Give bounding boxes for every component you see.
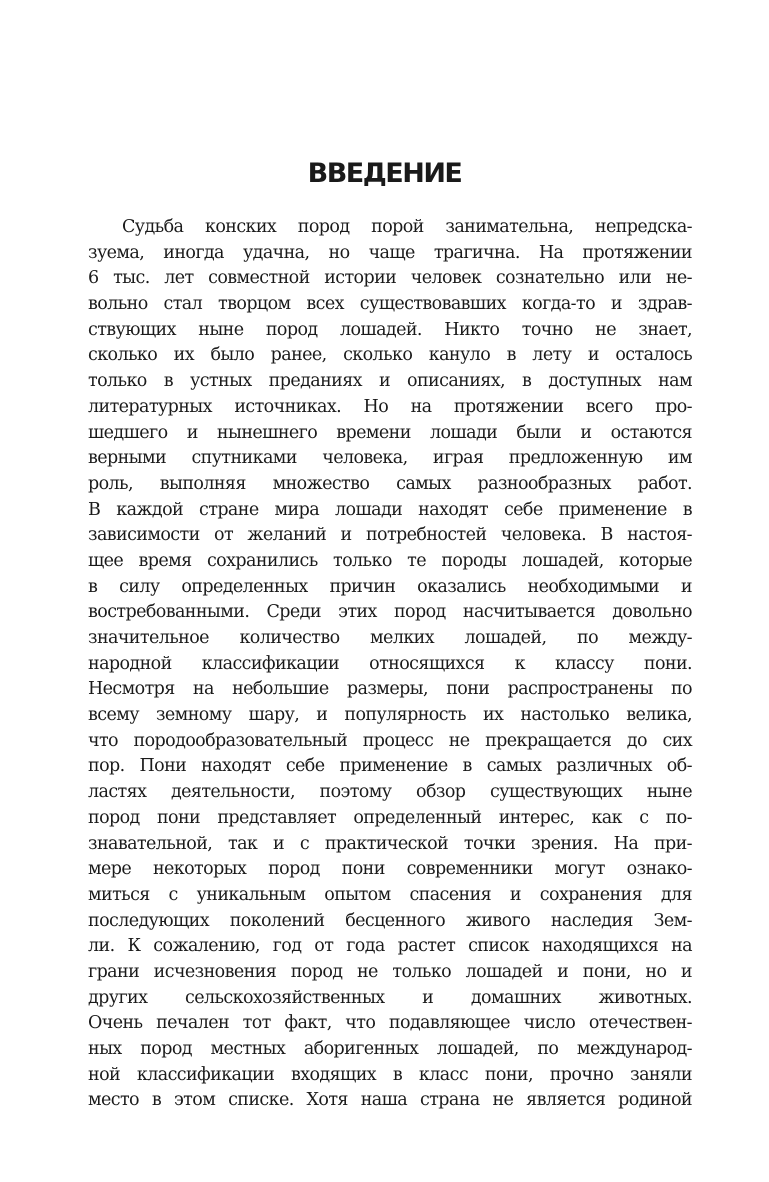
text-line: последующих поколений бесценного живого наследия Зем- xyxy=(88,910,692,931)
text-line: ластях деятельности, поэтому обзор существующих ныне xyxy=(88,782,692,803)
text-line: только в устных преданиях и описаниях, в доступных нам xyxy=(88,371,692,392)
text-line: вольно стал творцом всех существовавших когда-то и здрав- xyxy=(88,294,692,315)
chapter-heading: ВВЕДЕНИЕ xyxy=(307,158,462,189)
text-line: ствующих ныне пород лошадей. Никто точно не знает, xyxy=(88,319,692,340)
text-line: Очень печален тот факт, что подавляющее число отечествен- xyxy=(88,1013,692,1034)
text-line: В каждой стране мира лошади находят себе применение в xyxy=(88,499,692,520)
text-line: востребованными. Среди этих пород насчитывается довольно xyxy=(88,602,692,623)
text-line: Судьба конских пород порой занимательна, непредска- xyxy=(122,217,692,237)
text-line: знавательной, так и с практической точки зрения. На при- xyxy=(88,833,692,854)
text-line: сколько их было ранее, сколько кануло в лету и осталось xyxy=(88,345,692,366)
text-line: щее время сохранились только те породы лошадей, которые xyxy=(88,550,692,571)
text-line: пород пони представляет определенный интерес, как с по- xyxy=(88,807,692,828)
text-line: ных пород местных аборигенных лошадей, по международ- xyxy=(88,1039,692,1059)
text-line: мере некоторых пород пони современники могут ознако- xyxy=(88,859,692,880)
text-line: грани исчезновения пород не только лошадей и пони, но и xyxy=(88,961,692,982)
text-line: 6 тыс. лет совместной истории человек сознательно или не- xyxy=(88,268,692,289)
text-line: других сельскохозяйственных и домашних животных. xyxy=(88,987,692,1008)
text-line: ной классификации входящих в класс пони, прочно заняли xyxy=(88,1064,692,1085)
text-line: ли. К сожалению, год от года растет список находящихся на xyxy=(88,936,692,957)
text-line: пор. Пони находят себе применение в самых различных об- xyxy=(88,756,692,777)
body-paragraph xyxy=(88,215,692,1114)
text-line: место в этом списке. Хотя наша страна не является родиной xyxy=(88,1090,692,1111)
text-line: значительное количество мелких лошадей, по между- xyxy=(88,628,692,648)
text-line: Несмотря на небольшие размеры, пони распространены по xyxy=(88,679,692,700)
text-line: что породообразовательный процесс не прекращается до сих xyxy=(88,730,692,751)
text-line: зуема, иногда удачна, но чаще трагична. На протяжении xyxy=(88,242,692,263)
text-line: шедшего и нынешнего времени лошади были и остаются xyxy=(88,422,692,443)
text-line: миться с уникальным опытом спасения и сохранения для xyxy=(88,884,692,905)
text-line: верными спутниками человека, играя предложенную им xyxy=(88,448,692,469)
text-line: литературных источниках. Но на протяжении всего про- xyxy=(88,396,692,417)
text-line: зависимости от желаний и потребностей человека. В настоя- xyxy=(88,525,692,546)
text-line: в силу определенных причин оказались необходимыми и xyxy=(88,576,692,597)
text-line: всему земному шару, и популярность их настолько велика, xyxy=(88,705,692,726)
text-line: народной классификации относящихся к классу пони. xyxy=(88,653,692,674)
text-line: роль, выполняя множество самых разнообразных работ. xyxy=(88,473,692,494)
